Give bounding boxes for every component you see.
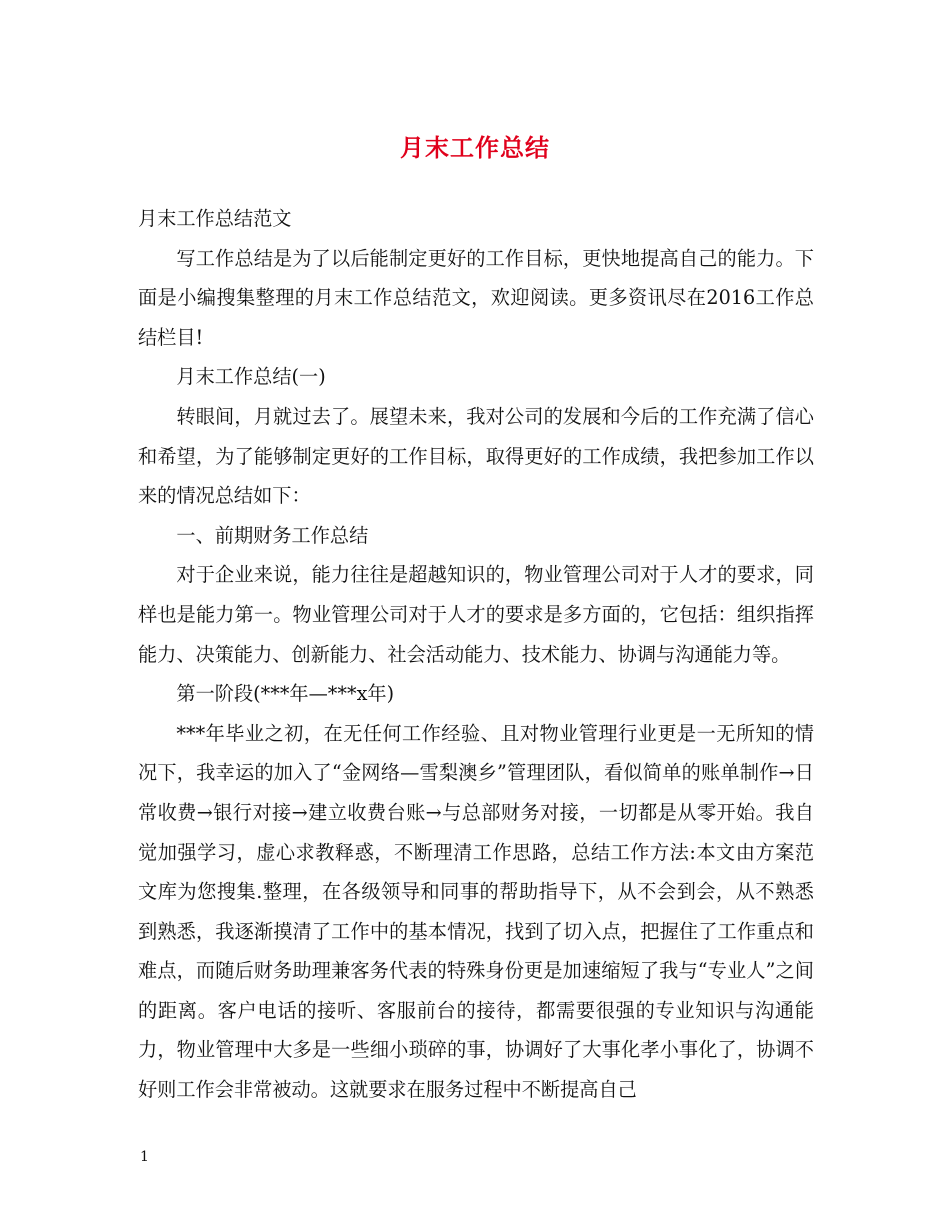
paragraph-ability: 对于企业来说，能力往往是超越知识的，物业管理公司对于人才的要求，同样也是能力第一。物业管理公司对于人才的要求是多方面的，它包括：组织指挥能力、决策能力、创新能力、社会活动能力、技术能力、协调与沟通能力等。: [138, 563, 814, 666]
document-title: 月末工作总结: [400, 133, 550, 162]
paragraph-subtitle: 月末工作总结范文: [138, 207, 292, 230]
paragraph-section-heading: 月末工作总结(一): [176, 365, 326, 389]
paragraph-stage-body: ***年毕业之初，在无任何工作经验、且对物业管理行业更是一无所知的情况下，我幸运的加入了“金网络—雪梨澳乡”管理团队，看似简单的账单制作→日常收费→银行对接→建立收费台账→与总部财务对接，一切都是从零开始。我自觉加强学习，虚心求教释惑，不断理清工作思路，总结工作方法:本文由方案范文库为您搜集.整理，在各级领导和同事的帮助指导下，从不会到会，从不熟悉到熟悉，我逐渐摸清了工作中的基本情况，找到了切入点，把握住了工作重点和难点，而随后财务助理兼客务代表的特殊身份更是加速缩短了我与“专业人”之间的距离。客户电话的接听、客服前台的接待，都需要很强的专业知识与沟通能力，物业管理中大多是一些细小琐碎的事，协调好了大事化孝小事化了，协调不好则工作会非常被动。这就要求在服务过程中不断提高自己: [138, 721, 814, 1102]
paragraph-part-heading: 一、前期财务工作总结: [176, 523, 369, 547]
page-number: 1: [140, 1149, 149, 1165]
paragraph-stage-heading: 第一阶段(***年—***x年): [176, 682, 395, 706]
paragraph-opening: 转眼间，月就过去了。展望未来，我对公司的发展和今后的工作充满了信心和希望，为了能够制定更好的工作目标，取得更好的工作成绩，我把参加工作以来的情况总结如下：: [138, 404, 814, 508]
paragraph-intro: 写工作总结是为了以后能制定更好的工作目标，更快地提高自己的能力。下面是小编搜集整理的月末工作总结范文，欢迎阅读。更多资讯尽在2016工作总结栏目!: [138, 246, 814, 349]
document-body: [138, 199, 814, 1110]
